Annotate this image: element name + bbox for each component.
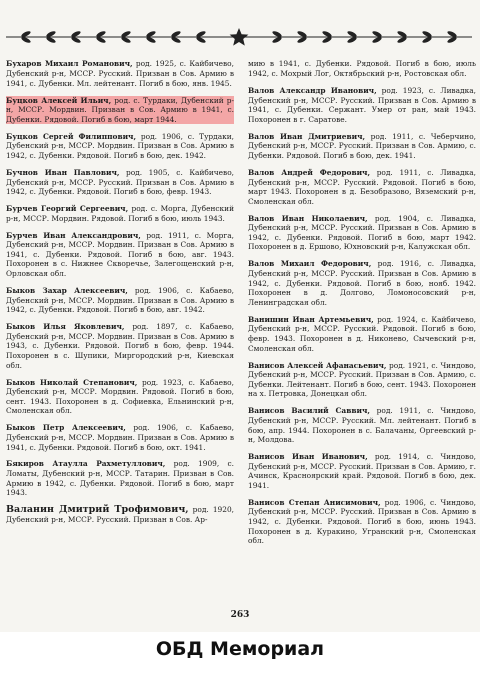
entry-text: род. 1906, с. Кабаево, Дубенский р-н, МССР. Мордвин. Призван в Сов. Армию в 1941, с. Дубенки. Рядовой. Погиб в бою, окт. 1941. xyxy=(6,423,234,452)
entry xyxy=(248,498,476,546)
entry-name: Ванисов Алексей Афанасьевич, xyxy=(248,360,387,370)
entry xyxy=(6,505,234,524)
entry xyxy=(248,259,476,307)
entry-name: Валанин Дмитрий Трофимович, xyxy=(6,504,189,516)
entry-text: род. с. Турдаки, Дубенский р-н, МССР. Мордвин. Призван в Сов. Армию в 1941, с. Дубенки. Рядовой. Погиб в бою, март 1944. xyxy=(6,95,234,124)
entry xyxy=(248,132,476,161)
entry-name: Валов Александр Иванович, xyxy=(248,85,377,95)
entry xyxy=(6,168,234,197)
entry xyxy=(248,86,476,124)
entry-name: Быков Захар Алексеевич, xyxy=(6,286,128,296)
entry xyxy=(248,361,476,399)
entry-text: мию в 1941, с. Дубенки. Рядовой. Погиб в бою, июль 1942, с. Мохрый Лог, Октябрьский р-н, Ростовская обл. xyxy=(248,59,476,78)
entry-text: род. 1923, с. Кабаево, Дубенский р-н, МССР. Мордвин. Рядовой. Погиб в бою, сент. 1943. Похоронен в д. Софиевка, Ельнинский р-н, Смоленская обл. xyxy=(6,377,234,416)
entry-name: Буцков Алексей Ильич, xyxy=(6,95,112,105)
entry-name: Быков Петр Алексеевич, xyxy=(6,423,126,433)
entry-text: род. 1925, с. Кайбичево, Дубенский р-н, МССР. Русский. Призван в Сов. Армию в 1941, с. Дубенки. Мл. лейтенант. Погиб в бою, янв. 1945. xyxy=(6,59,234,88)
entry-text: род. 1911, с. Ливадка, Дубенский р-н, МССР. Русский. Рядовой. Погиб в бою, март 1943. Похоронен в д. Безобразово, Вяземский р-н, Смоленская обл. xyxy=(248,167,476,206)
entry-name: Валов Иван Дмитриевич, xyxy=(248,131,366,141)
entry-text: род. 1911, с. Морга, Дубенский р-н, МССР. Мордвин. Призван в Сов. Армию в 1941, с. Дубенки. Рядовой. Погиб в бою, авг. 1943. Похоронен в с. Нижнее Скворечье, Залегощенский р-н, Орловская обл. xyxy=(6,230,234,279)
entry-name: Бурчев Иван Александрович, xyxy=(6,230,141,240)
left-column xyxy=(6,52,234,531)
entry-name: Быков Николай Степанович, xyxy=(6,377,138,387)
entry-name: Бякиров Атаулла Рахметуллович, xyxy=(6,459,166,469)
footer-bar xyxy=(0,632,480,680)
entry-name: Валов Михаил Федорович, xyxy=(248,259,372,269)
laurel-star-ornament xyxy=(6,28,472,46)
entry-text: род. 1897, с. Кабаево, Дубенский р-н, МССР. Мордвин. Призван в Сов. Армию в 1943, с. Дубенки. Рядовой. Погиб в бою, февр. 1944. Похоронен в с. Шупики, Миргородский р-н, Киевская обл. xyxy=(6,322,234,370)
entry-text: род. 1914, с. Чиндово, Дубенский р-н, МССР. Русский. Призван в Сов. Армию, г. Ачинск, Красноярский край. Рядовой. Погиб в бою, дек. 1941. xyxy=(248,452,476,490)
entry xyxy=(248,214,476,252)
entry-highlighted xyxy=(6,96,234,125)
entry xyxy=(6,459,234,497)
entry-name: Бучнов Иван Павлович, xyxy=(6,167,120,177)
entry-name: Валов Андрей Федорович, xyxy=(248,167,371,177)
entry-text: род. 1923, с. Ливадка, Дубенский р-н, МССР. Русский. Призван в Сов. Армию в 1941, с. Дубенки. Сержант. Умер от ран, май 1943. Похоронен в г. Саратове. xyxy=(248,85,476,124)
entry-text: род. 1906, с. Чиндово, Дубенский р-н, МССР. Русский. Призван в Сов. Армию в 1942, с. Дубенки. Рядовой. Погиб в бою, июнь 1943. Похоронен в д. Куракино, Угранский р-н, Смоленская обл. xyxy=(248,497,477,546)
entry-text: род. с. Морга, Дубенский р-н, МССР. Мордвин. Рядовой. Погиб в бою, июль 1943. xyxy=(6,204,234,223)
entry xyxy=(6,286,234,315)
entry xyxy=(6,204,234,223)
entry-text: род. 1911, с. Чиндово, Дубенский р-н, МССР. Русский. Мл. лейтенант. Погиб в бою, апр. 1944. Похоронен в с. Балачаны, Оргеевский р-н, Молдова. xyxy=(248,406,476,445)
footer-brand: ОБД Мемориал xyxy=(155,638,325,660)
entry-text: род. 1921, с. Чиндово, Дубенский р-н, МССР. Русский. Призван в Сов. Армию, с. Дубенки. Лейтенант. Погиб в бою, сент. 1943. Похоронен на х. Петровка, Донецкая обл. xyxy=(248,360,476,399)
entry xyxy=(248,406,476,444)
entry-name: Ванисов Василий Саввич, xyxy=(248,406,370,416)
entry-name: Бухаров Михаил Романович, xyxy=(6,59,133,69)
entry xyxy=(6,231,234,279)
entry-text: род. 1911, с. Чеберчино, Дубенский р-н, МССР. Русский. Призван в Сов. Армию, с. Дубенки. Рядовой. Погиб в бою, дек. 1941. xyxy=(248,131,476,160)
page-number: 263 xyxy=(230,610,250,620)
entry xyxy=(6,322,234,370)
entry-text: род. 1905, с. Кайбичево, Дубенский р-н, МССР. Русский. Призван в Сов. Армию в 1942, с. Дубенки. Рядовой. Погиб в бою, февр. 1943. xyxy=(6,167,234,197)
entry xyxy=(6,132,234,161)
entry-name: Ванишин Иван Артемьевич, xyxy=(248,314,374,324)
entry xyxy=(248,452,476,490)
entry-text: род. 1906, с. Кабаево, Дубенский р-н, МССР. Мордвин. Призван в Сов. Армию в 1942, с. Дубенки. Рядовой. Погиб в бою, авг. 1942. xyxy=(6,286,234,315)
entry-name: Валов Иван Николаевич, xyxy=(248,213,368,223)
entry-text: род. 1924, с. Кайбичево, Дубенский р-н, МССР. Русский. Рядовой. Погиб в бою, февр. 1943. Похоронен в д. Никонево, Сычевский р-н, Смоленская обл. xyxy=(248,314,476,353)
entry xyxy=(6,378,234,416)
entry-name: Бурчев Георгий Сергеевич, xyxy=(6,204,129,214)
entry-text: род. 1906, с. Турдаки, Дубенский р-н, МССР. Мордвин. Призван в Сов. Армию в 1942, с. Дубенки. Рядовой. Погиб в бою, дек. 1942. xyxy=(6,131,234,160)
entry-name: Ванисов Степан Анисимович, xyxy=(248,497,381,507)
right-column xyxy=(248,52,476,553)
entry-name: Буцков Сергей Филиппович, xyxy=(6,131,137,141)
entry-text: род. 1904, с. Ливадка, Дубенский р-н, МССР. Русский. Призван в Сов. Армию в 1942, с. Дубенки. Рядовой. Погиб в бою, март 1942. Похоронен в д. Ершово, Юхновский р-н, Калужская обл. xyxy=(248,213,476,252)
entry xyxy=(248,168,476,206)
entry-text: род. 1909, с. Ломаты, Дубенский р-н, МССР. Татарин. Призван в Сов. Армию в 1942, с. Дубенки. Рядовой. Погиб в бою, март 1943. xyxy=(6,459,235,498)
entry-text: род. 1920, Дубенский р-н, МССР. Русский. Призван в Сов. Ар- xyxy=(6,505,234,524)
entry xyxy=(6,59,234,88)
entry xyxy=(6,423,234,452)
entry xyxy=(248,315,476,353)
entry-text: род. 1916, с. Ливадка, Дубенский р-н, МССР. Русский. Призван в Сов. Армию в 1942, с. Дубенки. Рядовой. Погиб в бою, нояб. 1942. Похоронен в д. Долгово, Ломоносовский р-н, Ленинградская обл. xyxy=(248,259,476,307)
entry-continuation xyxy=(248,59,476,78)
entry-name: Быков Илья Яковлевич, xyxy=(6,322,125,332)
entry-name: Ванисов Иван Иванович, xyxy=(248,452,368,462)
